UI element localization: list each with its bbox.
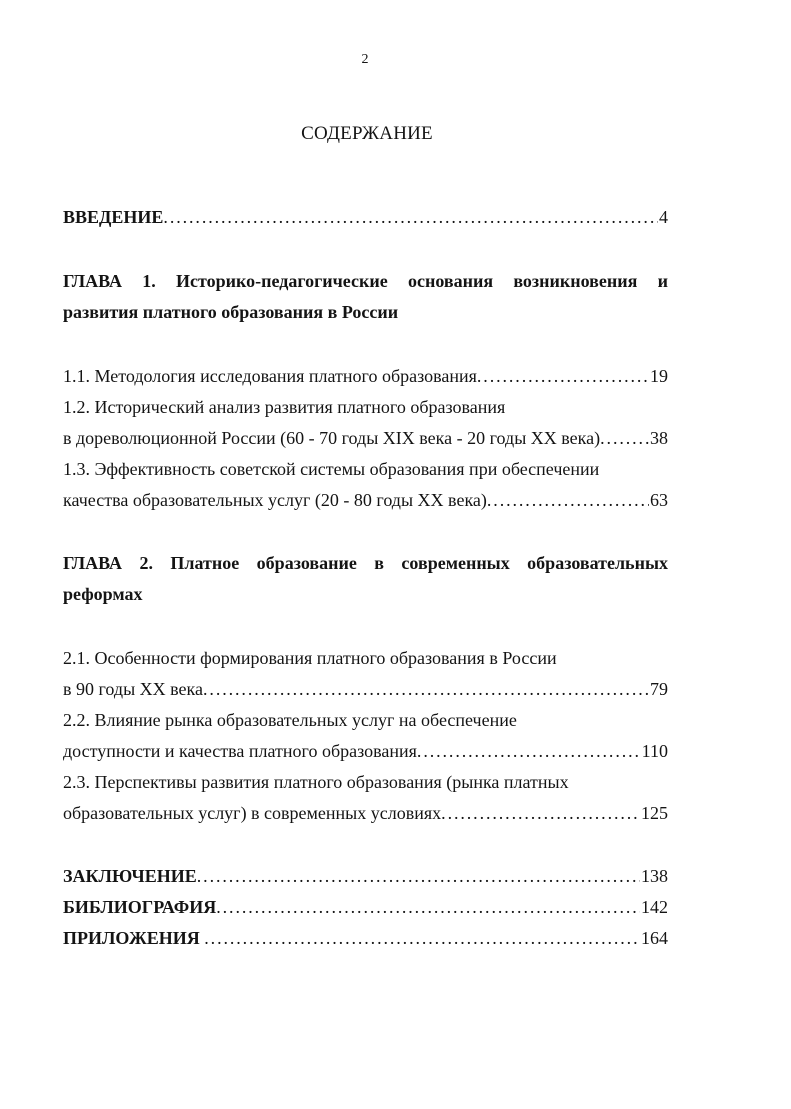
toc-entry-2-2-line-1: 2.2. Влияние рынка образовательных услуг на обеспечение	[63, 710, 517, 730]
document-title: СОДЕРЖАНИЕ	[301, 123, 433, 144]
toc-page-number: 110	[641, 741, 668, 761]
toc-entry-2-2	[63, 738, 668, 764]
toc-entry-label: в 90 годы XX века	[63, 679, 204, 699]
chapter-2-heading-line-1: ГЛАВА 2. Платное образование в современных образовательных	[63, 553, 668, 573]
dot-leader	[487, 487, 649, 513]
toc-entry-1-2	[63, 425, 668, 451]
toc-page-number: 63	[650, 490, 668, 510]
toc-page-number: 19	[650, 366, 668, 386]
toc-entry-introduction	[63, 204, 668, 230]
toc-page-number: 38	[650, 428, 668, 448]
toc-page-number: 142	[641, 897, 668, 917]
toc-entry-1-2-line-1: 1.2. Исторический анализ развития платного образования	[63, 397, 506, 417]
toc-entry-2-3	[63, 800, 668, 826]
toc-entry-2-1	[63, 676, 668, 702]
chapter-2-heading-line-2: реформах	[63, 584, 143, 604]
toc-entry-1-3	[63, 487, 668, 513]
toc-page-number: 138	[641, 866, 668, 886]
chapter-1-heading-line-1: ГЛАВА 1. Историко-педагогические основания возникновения и	[63, 271, 668, 291]
dot-leader	[163, 204, 658, 230]
dot-leader	[417, 738, 641, 764]
dot-leader	[216, 894, 640, 920]
toc-entry-label: в дореволюционной России (60 - 70 годы XIX века - 20 годы XX века)	[63, 428, 601, 448]
toc-entry-label: ЗАКЛЮЧЕНИЕ	[63, 866, 197, 886]
dot-leader	[203, 676, 649, 702]
toc-entry-bibliography	[63, 894, 668, 920]
toc-entry-label: ПРИЛОЖЕНИЯ	[63, 928, 205, 948]
dot-leader	[477, 363, 649, 389]
toc-entry-1-1	[63, 363, 668, 389]
toc-entry-label: доступности и качества платного образования	[63, 741, 417, 761]
toc-page-number: 4	[659, 207, 668, 227]
toc-page-number: 125	[641, 803, 668, 823]
toc-entry-2-1-line-1: 2.1. Особенности формирования платного образования в России	[63, 648, 557, 668]
toc-entry-appendices	[63, 925, 668, 951]
toc-entry-label: качества образовательных услуг (20 - 80 годы XX века)	[63, 490, 487, 510]
toc-entry-1-3-line-1: 1.3. Эффективность советской системы образования при обеспечении	[63, 459, 600, 479]
dot-leader	[441, 800, 640, 826]
dot-leader	[204, 925, 640, 951]
chapter-1-heading-line-2: развития платного образования в России	[63, 302, 399, 322]
toc-entry-label: 1.1. Методология исследования платного образования	[63, 366, 477, 386]
toc-entry-label: образовательных услуг) в современных условиях	[63, 803, 442, 823]
dot-leader	[600, 425, 649, 451]
toc-entry-conclusion	[63, 863, 668, 889]
toc-entry-label: ВВЕДЕНИЕ	[63, 207, 164, 227]
toc-entry-label: БИБЛИОГРАФИЯ	[63, 897, 217, 917]
dot-leader	[197, 863, 640, 889]
toc-page-number: 79	[650, 679, 668, 699]
toc-page-number: 164	[641, 928, 668, 948]
page-number: 2	[361, 52, 369, 67]
toc-entry-2-3-line-1: 2.3. Перспективы развития платного образования (рынка платных	[63, 772, 569, 792]
